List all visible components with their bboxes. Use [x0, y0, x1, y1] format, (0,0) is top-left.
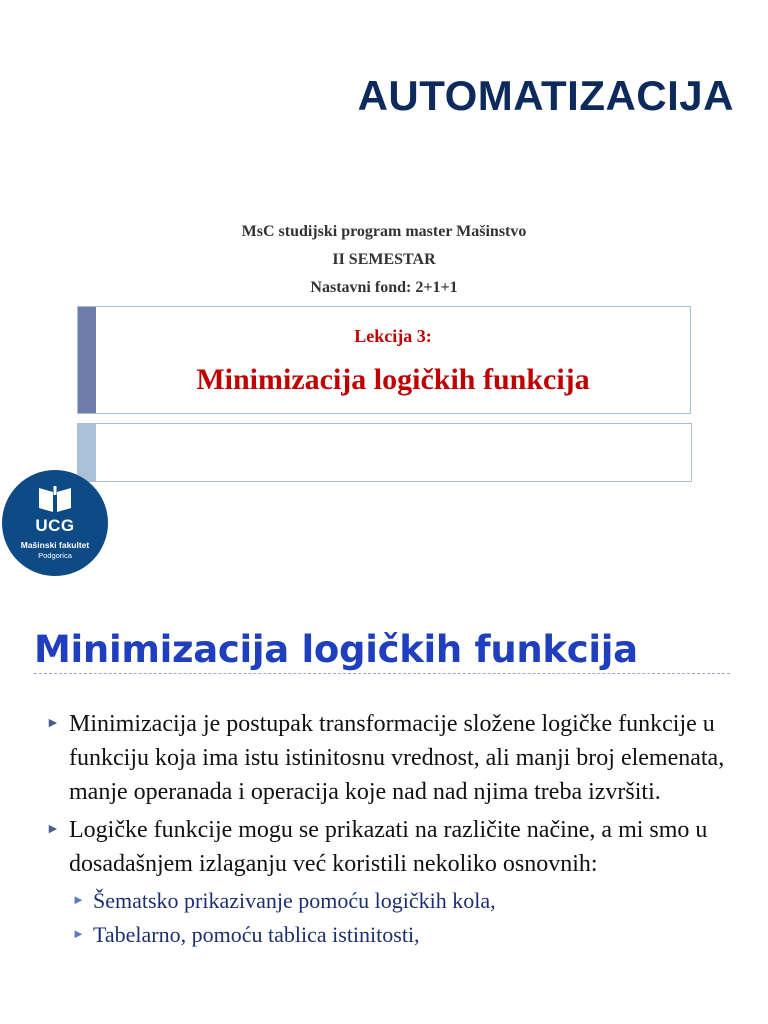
list-item [0, 707, 768, 809]
program-info [0, 218, 768, 302]
bullet-text: Minimizacija je postupak transformacije složene logičke funkcije u funkciju koja ima istu istinitosnu vrednost, ali manji broj elemenata, manje operanada i operacija koje nad nad njima treba izvršiti. [69, 711, 725, 805]
bullet-arrow-icon: ► [46, 822, 60, 837]
lesson-title: Minimizacija logičkih funkcija [196, 363, 590, 396]
university-logo [2, 470, 108, 576]
sub-bullet-text: Šematsko prikazivanje pomoću logičkih kola, [93, 888, 496, 913]
lesson-box [77, 306, 691, 414]
bullet-arrow-icon: ► [46, 716, 60, 731]
logo-faculty: Mašinski fakultet [20, 540, 90, 550]
bullet-list [0, 707, 768, 953]
logo-name: UCG [35, 516, 75, 535]
empty-box [77, 423, 692, 482]
course-hours: Nastavni fond: 2+1+1 [310, 279, 458, 296]
section-divider [34, 673, 730, 674]
sub-bullet-text: Tabelarno, pomoću tablica istinitosti, [93, 922, 420, 947]
sub-bullet-arrow-icon: ► [72, 926, 85, 941]
lesson-label: Lekcija 3: [354, 326, 432, 346]
semester: II SEMESTAR [332, 251, 436, 268]
bullet-text: Logičke funkcije mogu se prikazati na različite načine, a mi smo u dosadašnjem izlaganju već koristili nekoliko osnovnih: [69, 817, 708, 877]
list-item [0, 813, 768, 881]
page-title: AUTOMATIZACIJA [357, 72, 734, 119]
sub-bullet-arrow-icon: ► [72, 892, 85, 907]
lesson-box-accent [78, 307, 96, 413]
sub-list-item [0, 919, 768, 951]
section-title: Minimizacija logičkih funkcija [34, 628, 638, 671]
program-name: MsC studijski program master Mašinstvo [241, 223, 527, 240]
empty-box-accent [78, 424, 96, 481]
sub-list-item [0, 885, 768, 917]
logo-city: Podgorica [38, 551, 72, 560]
book-icon [37, 484, 73, 514]
